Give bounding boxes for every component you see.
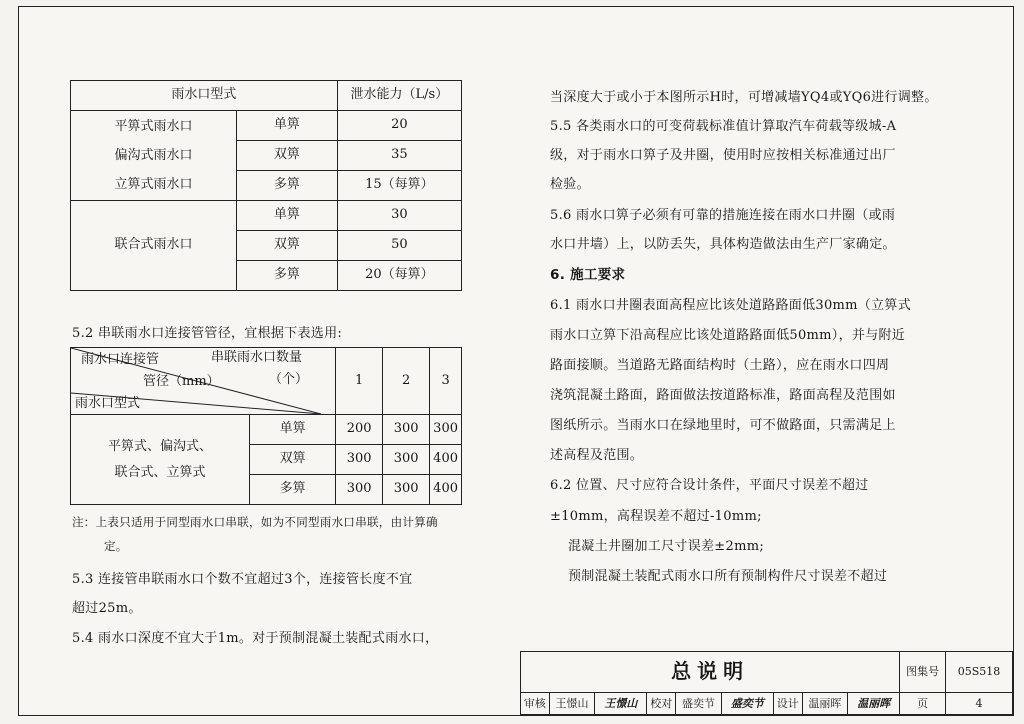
right-line-14: ±10mm，高程误差不超过-10mm;	[550, 509, 762, 524]
right-line-7: 6.1 雨水口井圈表面高程应比该处道路路面低30mm（立箅式	[550, 298, 912, 313]
design-label: 设计	[773, 692, 802, 714]
t2-count: 1	[336, 348, 383, 415]
t2-corner-right1: 串联雨水口数量	[211, 350, 303, 365]
t2-value: 400	[430, 445, 462, 475]
t2-diagonal-header	[71, 348, 336, 415]
drainage-capacity-table	[70, 80, 462, 291]
designer-name: 温丽晖	[802, 692, 848, 714]
t1-group1-types: 平箅式雨水口 偏沟式雨水口 立箅式雨水口	[71, 111, 237, 201]
t2-corner-top1: 雨水口连接管	[81, 352, 160, 367]
right-line-4: 检验。	[550, 177, 590, 192]
reviewer-name: 王憬山	[549, 692, 595, 714]
checker-name: 盛奕节	[676, 692, 722, 714]
para-5-3-a: 5.3 连接管串联雨水口个数不宜超过3个，连接管长度不宜	[72, 572, 413, 587]
right-line-5: 5.6 雨水口箅子必须有可靠的措施连接在雨水口井圈（或雨	[550, 208, 896, 223]
t2-value: 300	[383, 475, 430, 505]
t1-header-type: 雨水口型式	[71, 81, 338, 111]
note-line-1: 注：上表只适用于同型雨水口串联，如为不同型雨水口串联，由计算确	[72, 515, 438, 529]
right-line-6: 水口井墙）上，以防丢失，具体构造做法由生产厂家确定。	[550, 237, 896, 252]
t2-value: 400	[430, 475, 462, 505]
t1-capacity: 35	[337, 141, 461, 171]
t2-types: 平箅式、偏沟式、 联合式、立箅式	[71, 415, 250, 505]
section-5-2: 5.2 串联雨水口连接管管径，宜根据下表选用:	[72, 326, 343, 341]
right-line-15: 混凝土井圈加工尺寸误差±2mm;	[568, 539, 764, 554]
right-line-2: 5.5 各类雨水口的可变荷载标准值计算取汽车荷载等级城-A	[550, 119, 897, 134]
t1-capacity: 20（每箅）	[337, 261, 461, 291]
para-5-3-b: 超过25m。	[72, 601, 142, 616]
t2-value: 300	[336, 475, 383, 505]
right-line-9: 路面接顺。当道路无路面结构时（土路），应在雨水口四周	[550, 358, 890, 373]
reviewer-signature: 王憬山	[595, 692, 647, 714]
t1-capacity: 15（每箅）	[337, 171, 461, 201]
note-line-2: 定。	[104, 539, 128, 553]
t1-group2-types: 联合式雨水口	[71, 201, 237, 291]
t2-grate: 多箅	[250, 475, 336, 505]
atlas-number: 05S518	[946, 652, 1013, 693]
review-label: 审核	[521, 692, 550, 714]
right-line-12: 述高程及范围。	[550, 448, 644, 463]
designer-signature: 温丽晖	[848, 692, 900, 714]
page-number: 4	[946, 692, 1013, 714]
t2-count: 3	[430, 348, 462, 415]
right-line-8: 雨水口立箅下沿高程应比该处道路路面低50mm），并与附近	[550, 328, 906, 343]
title-block	[520, 651, 1013, 715]
t1-grate: 双箅	[237, 141, 338, 171]
checker-signature: 盛奕节	[721, 692, 773, 714]
right-line-16: 预制混凝土装配式雨水口所有预制构件尺寸误差不超过	[568, 569, 888, 584]
t2-corner-bottom: 雨水口型式	[75, 396, 141, 411]
check-label: 校对	[647, 692, 676, 714]
right-line-10: 浇筑混凝土路面，路面做法按道路标准，路面高程及范围如	[550, 388, 896, 403]
right-line-1: 当深度大于或小于本图所示H时，可增减墙YQ4或YQ6进行调整。	[550, 90, 938, 105]
right-line-3: 级，对于雨水口箅子及井圈，使用时应按相关标准通过出厂	[550, 148, 896, 163]
right-line-11: 图纸所示。当雨水口在绿地里时，可不做路面，只需满足上	[550, 418, 896, 433]
t2-corner-right2: （个）	[269, 372, 309, 387]
t1-grate: 单箅	[237, 111, 338, 141]
t2-grate: 双箅	[250, 445, 336, 475]
t1-header-capacity: 泄水能力（L/s）	[337, 81, 461, 111]
t1-grate: 多箅	[237, 171, 338, 201]
t1-grate: 多箅	[237, 261, 338, 291]
t2-value: 300	[430, 415, 462, 445]
t1-grate: 单箅	[237, 201, 338, 231]
section-6-heading: 6. 施工要求	[550, 267, 626, 283]
t2-count: 2	[383, 348, 430, 415]
t2-corner-top2: 管径（mm）	[143, 374, 220, 389]
t2-grate: 单箅	[250, 415, 336, 445]
connection-pipe-table	[70, 347, 462, 505]
para-5-4: 5.4 雨水口深度不宜大于1m。对于预制混凝土装配式雨水口，	[72, 631, 439, 646]
drawing-title: 总说明	[521, 652, 900, 693]
t2-value: 300	[336, 445, 383, 475]
page-label: 页	[900, 692, 946, 714]
t1-capacity: 50	[337, 231, 461, 261]
t2-value: 200	[336, 415, 383, 445]
t1-grate: 双箅	[237, 231, 338, 261]
t2-value: 300	[383, 415, 430, 445]
t1-capacity: 30	[337, 201, 461, 231]
t2-value: 300	[383, 445, 430, 475]
t1-capacity: 20	[337, 111, 461, 141]
atlas-label: 图集号	[900, 652, 946, 693]
right-line-13: 6.2 位置、尺寸应符合设计条件，平面尺寸误差不超过	[550, 478, 869, 493]
